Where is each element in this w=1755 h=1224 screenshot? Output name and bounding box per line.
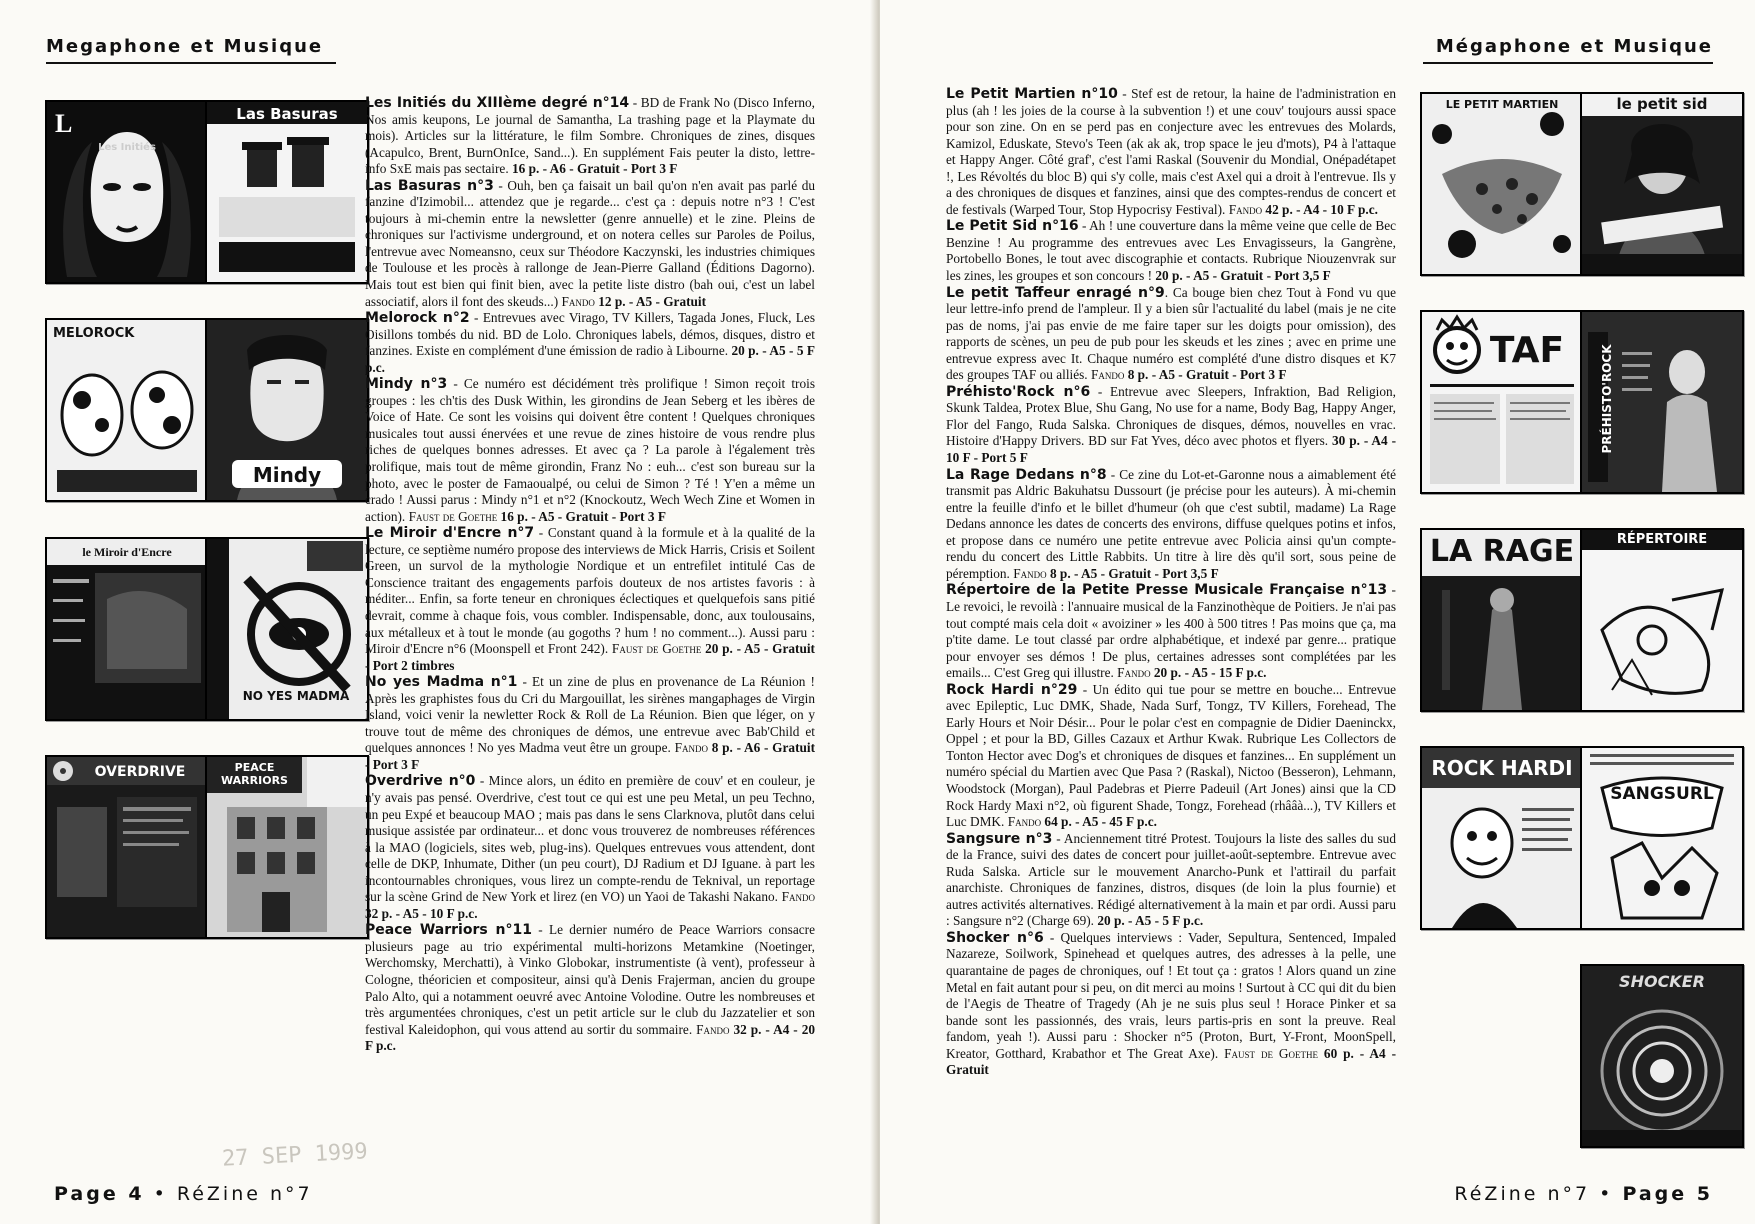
header-rule: [1423, 62, 1713, 64]
cover-title: SANGSURL: [1610, 784, 1714, 804]
review-title: Le Petit Sid n°16: [946, 218, 1079, 235]
cover-melorock: [45, 318, 209, 502]
cover-title: ROCK HARDI: [1431, 756, 1573, 780]
review-meta: 20 p. - A5 - 5 F p.c.: [1097, 913, 1204, 929]
review-text: - Constant quand à la formule et à la qualité de la lecture, ce septième numéro propose des interviews de Mick Harris, Crisis et Soilent Green, un survol de la mythologie Nordique et un entrefilet intitulé Cas de Conscience traitant des engagements parfois douteux de nos artistes favoris : à méditer... Enfin, sa forte teneur en chroniques éclectiques et quelquefois sans pitié devrait, comme à chaque fois, vous combler. Indispensable, donc, aux toulousains, aux métalleux et à tout le monde (au gogoths ? hum ! no comment...). Aussi paru : Miroir d'Encre n°6 (Moonspell et Front 242).: [365, 525, 815, 657]
review-entry: [365, 773, 815, 922]
review-entry: [946, 86, 1396, 218]
page-number: Page 4: [54, 1183, 145, 1205]
cover-title: LA RAGE: [1429, 534, 1575, 569]
cover-mindy: [205, 318, 369, 502]
review-meta: 16 p. - A5 - Gratuit - Port 3 F: [500, 508, 666, 524]
review-meta: 20 p. - A5 - Gratuit - Port 3,5 F: [1155, 268, 1331, 284]
page-4: [0, 0, 876, 1224]
singer-photo-icon: [1582, 94, 1742, 274]
skull-drawing-icon: [1582, 748, 1742, 928]
page-footer: [1454, 1183, 1713, 1205]
review-meta: 32 p. - A4 - 20 F p.c.: [365, 1021, 815, 1054]
cover-peace-warriors: [205, 755, 369, 939]
review-meta: 16 p. - A6 - Gratuit - Port 3 F: [511, 161, 678, 177]
cover-shocker: [1580, 964, 1744, 1148]
date-stamp: 27 SEP 1999: [221, 1139, 369, 1172]
cover-no-yes-madma: [205, 537, 369, 721]
review-meta: 12 p. - A5 - Gratuit: [598, 293, 707, 309]
vortex-drawing-icon: [1582, 966, 1742, 1146]
cover-title: RÉPERTOIRE: [1616, 532, 1708, 547]
review-title: Overdrive n°0: [365, 773, 476, 790]
review-title: Les Initiés du XIIIème degré n°14: [365, 95, 630, 111]
review-author: Fando: [1228, 201, 1263, 217]
issue-label: RéZine n°7: [176, 1183, 313, 1205]
reviews-column: [365, 95, 815, 1055]
section-header: Mégaphone et Musique: [1435, 36, 1713, 57]
review-entry: [946, 831, 1396, 930]
review-entry: [365, 525, 815, 674]
cover-title: SHOCKER: [1619, 972, 1705, 991]
review-text: - Stef est de retour, la haine de l'administration en plus (ah ! les joies de la course à la subvention !) et une couv' toujours aussi space pour son zine. On en se perd pas en conjecture avec les entrevues des Molards, Kamizol, Eduskate, Stevo's Teen (ak ak ak, trop space le jeu d'mots), P4 à l'attaque et Happy Anger. Côté graf', c'est l'ami Raskal (Souvenir du Mondial, Onépadétapet !, Les Révoltés du bloc B) qui s'y colle, mais c'est Axel qui a droit à l'entrevue. Ils y a des chroniques de disques et fanzines, ainsi que des comptes-rendus de concert et de festivals (Warped Tour, Stop Hypocrisy Festival).: [946, 86, 1396, 217]
cover-title: le Miroir d'Encre: [82, 545, 172, 559]
cover-repertoire: [1580, 528, 1744, 712]
review-entry: [946, 218, 1396, 284]
review-title: Mindy n°3: [365, 376, 448, 393]
issue-label: RéZine n°7: [1454, 1183, 1591, 1205]
review-author: Fando: [1013, 565, 1047, 581]
review-entry: [946, 582, 1396, 681]
cd-icon: [47, 757, 207, 937]
review-text: - Le dernier numéro de Peace Warriors consacre plusieurs page au trio expérimental multi-horizons Metamkine (Noetinger, Werchomsky, Merchatti), à Vinko Globokar, instrumentiste (à vent), professeur à Cologne, théoricien et compositeur, ainsi qu'à Denis Frajerman, ancien du groupe Palo Alto, qui a notamment oeuvré avec Antoine Volodine. Outre les nombreuses et très argumentées chroniques, c'est un petit article sur le club du Jazzatelier et son festival Kaleidophon, qui vous attend au sortir du sommaire.: [365, 922, 815, 1037]
cover-las-basuras: [205, 100, 369, 284]
trash-cans-icon: [207, 102, 367, 282]
review-entry: [946, 285, 1396, 384]
review-text: - Anciennement titré Protest. Toujours la liste des salles du sud de la France, suivi des dates de concert pour juillet-août-septembre. Entrevue avec Ruda Salska. Article sur le mouvement Anarcho-Punk et l'attirail du parfait anarchiste. Chroniques de fanzines, distros, disques (de loin la plus fournie) et autres activités alternatives. Rédigé alternativement à la main et par ordi. Aussi paru : Sangsure n°2 (Charge 69).: [946, 830, 1396, 929]
cover-overdrive: [45, 755, 209, 939]
review-meta: 20 p. - A5 - 15 F p.c.: [1153, 665, 1267, 681]
review-text: - BD de Frank No (Disco Inferno, Nos amis keupons, Le journal de Samantha, La trashing page et la Playmate du mois). Articles sur la littérature, le film Sombre. Chroniques de zines, disques (Acapulco, Brent, BurnOnIce, Sand...). En supplément Fais peuter la disto, lettre-info SxE mais pas sectaire.: [365, 95, 815, 177]
review-title: No yes Madma n°1: [365, 674, 518, 691]
cover-le-petit-martien: [1420, 92, 1584, 276]
review-title: Peace Warriors n°11: [365, 922, 532, 939]
cover-title: Les Initiés: [98, 142, 156, 153]
review-text: - Et un zine de plus en provenance de La Réunion ! Après les graphistes fous du Cri du Margouillat, les sirènes mangaphages de Virgin Island, voici venir la newletter Rock & Roll de La Réunion. Bien que léger, on y trouve tout de même des chroniques de démos, une entrevue avec Bab'Child et quelques annonces ! No yes Madma veut être un groupe.: [365, 674, 815, 756]
review-entry: [946, 930, 1396, 1079]
svg-text:L: L: [55, 109, 73, 138]
review-entry: [365, 674, 815, 773]
section-header: Megaphone et Musique: [46, 36, 324, 57]
review-title: Rock Hardi n°29: [946, 681, 1078, 698]
mirror-icon: [47, 539, 207, 719]
review-meta: 20 p. - A5 - Gratuit - Port 2 timbres: [365, 641, 815, 673]
cover-title: NO YES MADMA: [242, 689, 350, 703]
drawing-icon: [1582, 530, 1742, 710]
cover-title: MELOROCK: [53, 326, 135, 341]
review-title: Le Petit Martien n°10: [946, 86, 1118, 102]
review-meta: 32 p. - A5 - 10 F p.c.: [365, 905, 478, 921]
review-entry: [946, 384, 1396, 467]
review-title: Le Miroir d'Encre n°7: [365, 525, 535, 542]
review-text: - Entrevue avec Sleepers, Infraktion, Bad Religion, Skunk Taldea, Protex Blue, Shu Gang, No use for a name, Body Bag, Happy Anger, Flor del Fango, Ruda Salska. Chroniques de disques, démos, nouvelles en vrac. Histoire d'Happy Drivers. BD sur Fat Yves, déco avec photos et flyers.: [946, 383, 1397, 449]
review-text: - Le revoici, le revoilà : l'annuaire musical de la Fanzinothèque de Poitiers. Je n'ai pas tout compté mais cela doit « avoiziner » les 400 à 500 titres ! Pas moins que ça, ma p'tite dame. Le tout classé par ordre alphabétique, et indexé par genre... pratique pour envoyer ses démos ! De plus, certaines adresses sont complétées par les emails... C'est Greg qui illustre.: [946, 582, 1396, 681]
review-entry: [365, 376, 815, 525]
cover-title: TAF: [1489, 330, 1565, 371]
review-meta: 8 p. - A6 - Gratuit - Port 3 F: [365, 740, 816, 772]
review-author: Fando: [1090, 367, 1125, 383]
cover-prehisto-rock: [1580, 310, 1744, 494]
review-entry: [365, 178, 815, 310]
review-meta: 20 p. - A5 - 5 F p.c.: [365, 343, 816, 375]
review-author: Fando: [781, 889, 815, 905]
cover-title: PEACE WARRIORS: [221, 761, 288, 787]
review-meta: 8 p. - A5 - Gratuit - Port 3 F: [1127, 367, 1287, 383]
cover-miroir-encre: [45, 537, 209, 721]
cover-les-inities: [45, 100, 209, 284]
cover-title: OVERDRIVE: [94, 764, 186, 780]
cover-la-rage: [1420, 528, 1584, 712]
review-title: Melorock n°2: [365, 310, 470, 327]
review-entry: [365, 95, 815, 178]
cover-rock-hardi: [1420, 746, 1584, 930]
cover-title: le petit sid: [1616, 95, 1708, 113]
footer-separator: •: [153, 1183, 168, 1205]
review-author: Faust de Goethe: [611, 641, 702, 657]
review-text: - Ouh, ben ça faisait un bail qu'on n'en avait pas parlé du fanzine d'Izimobil... attendez que je regarde... c'est ça : depuis notre n°3 ! C'est toujours à mi-chemin entre la newsletter (genre annuelle) et le zine. Pleins de chroniques sur l'activisme underground, et on notera celles sur Paroles de Poilus, l'entrevue avec Nomeansno, ceux sur Théodore Kaczynski, les industries chimiques de Toulouse et les procès à rallonge de Jean-Pierre Galland (Éditions Dagorno). Mais tout est bien qui finit bien, avec la petite liste distro (bah oui, c'est un label associatif, alors il font des skeuds...): [365, 177, 815, 309]
cover-le-petit-sid: [1580, 92, 1744, 276]
page-5: [880, 0, 1755, 1224]
cover-title: PRÉHISTO'ROCK: [1600, 344, 1614, 454]
review-meta: 30 p. - A4 - 10 F - Port 5 F: [946, 433, 1396, 466]
crowd-drawing-icon: [1422, 94, 1582, 274]
cover-title: Mindy: [252, 463, 322, 487]
review-author: Fando: [561, 293, 595, 309]
page-number: Page 5: [1622, 1183, 1713, 1205]
review-entry: [946, 467, 1396, 583]
review-text: - Ce numéro est décidément très prolifique ! Simon reçoit trois groupes : les ch'tis des Dusk Within, les girondins de Jean Seberg et les ibères de Voice of Hate. Ce sont les voisins qui doivent être content ! Quelques chroniques musicales tout aussi énervées et une revue de zines histoire de vous rendre plus riches de quelques bonnes adresses. Et avec ça ? La parole à l'également très prolifique, mais tout de même girondin, Franz No : euh... c'est son bureau sur la photo, avec le poster de Famaoualpé, ou celui de Simon ? Té ! Y'en a même un crado ! Aussi parus : Mindy n°1 et n°2 (Knockoutz, Wech Wech Zine et Women in action).: [365, 376, 815, 524]
footer-separator: •: [1599, 1183, 1614, 1205]
review-title: Répertoire de la Petite Presse Musicale Française n°13: [946, 582, 1388, 599]
review-title: Shocker n°6: [946, 929, 1044, 946]
face-portrait-icon: [47, 102, 207, 282]
review-meta: 60 p. - A4 - Gratuit: [946, 1045, 1397, 1078]
review-text: - Ah ! une couverture dans la même veine que celle de Bec Benzine ! Au programme des entrevues avec Les Envagisseurs, la Gangrène, Portobello Bones, le tout avec discographie et contacts. Rubrique Niouzenvrak sur les zines, les groupes et son concours !: [946, 218, 1396, 284]
review-author: Fando: [674, 740, 708, 756]
page-footer: [54, 1183, 313, 1205]
review-author: Fando: [696, 1021, 730, 1037]
review-author: Fando: [1117, 665, 1151, 681]
review-author: Faust de Goethe: [1224, 1045, 1318, 1061]
review-meta: 64 p. - A5 - 45 F p.c.: [1044, 814, 1157, 830]
review-text: - Mince alors, un édito en première de couv' et en couleur, je n'y avais pas pensé. Overdrive, c'est tout ce qui est une peu Metal, un peu Techno, un peu Expé et beaucoup MAO ; mais pas dans le sens Clarknova, plutôt dans celui musique assistée par ordinateur... et donc vous trouverez de nombreuses références à la MAO (logiciels, sites web, plug-ins). Quelques entrevues vous attendent, dont celle de DKP, Inhumate, Dither (un peu court), DJ Radium et DJ Iguane. à part les incontournables chroniques, vous lirez un compte-rendu de Teknival, un reportage sur la scène Grind de New York et lirez (en VO) un Yaoi de Takashi Nakano.: [365, 773, 816, 905]
cover-title: LE PETIT MARTIEN: [1445, 98, 1559, 111]
review-title: Préhisto'Rock n°6: [946, 383, 1091, 400]
review-text: - Ce zine du Lot-et-Garonne nous a aimablement été transmit pas Aldric Bakuhatsu Dussourt (je précise pour les auteurs). À mi-chemin entre la feuille d'info et le billet d'humeur (oh que c'est subtil, madame) La Rage Dedans annonce les dates de concerts des environs, diffuse quelques potins et infos, et propose dans ce numéro une petite entrevue avec Policia ainsi qu'un compte-rendu du concert des Little Rabbits. Un titre à lire dès qu'il sort, sous peine de péremption.: [946, 466, 1397, 581]
review-author: Faust de Goethe: [408, 508, 498, 524]
review-meta: 42 p. - A4 - 10 F p.c.: [1265, 201, 1378, 217]
cover-taf: [1420, 310, 1584, 494]
header-rule: [46, 62, 336, 64]
review-author: Fando: [1007, 814, 1042, 830]
review-title: Sangsure n°3: [946, 830, 1053, 847]
review-text: - Quelques interviews : Vader, Sepultura, Sentenced, Impaled Nazareze, Soilwork, Spinehead et quelques autres, des adresses à la pelle, une quarantaine de pages de chroniques, ouf ! Et tout ça : gratos ! Alors quand un zine Metal en fait autant pour si peu, on dit merci au moins ! Surtout à CC qui dit du bien de l'Aegis de Theatre of Tragedy (Ah je ne suis plus seul ! Horace Pinker et sa bande sont les passionnés, des vrais, leurs partis-pris en sont la preuve. Real fandom, yeah !). Aussi paru : Shocker n°5 (Proton, Burt, Y-Front, MoonSpell, Kreator, Gotthard, Krabathor et The Great Axe).: [946, 929, 1397, 1061]
review-title: Le petit Taffeur enragé n°9: [946, 284, 1165, 301]
cover-title: Las Basuras: [236, 105, 338, 123]
review-entry: [365, 310, 815, 376]
review-text: . Ca bouge bien chez Tout à Fond vu que leur lettre-info prend de l'ampleur. Il y a bien sûr l'actualité du label (mais je ne cite pas de noms, j'ai pas envie de me faire taper sur les doigts pour omission), des rapports de scènes, un peu de pub pour les skeuds et les zines ; avec en prime une entrevue express avec It. Chaque numéro est complété d'une distro disques et K7 des groupes TAF ou alliés.: [946, 284, 1397, 383]
review-entry: [365, 922, 815, 1054]
reviews-column: [946, 86, 1396, 1079]
cows-icon: [47, 320, 207, 500]
review-title: La Rage Dedans n°8: [946, 466, 1107, 483]
review-title: Las Basuras n°3: [365, 177, 494, 194]
review-meta: 8 p. - A5 - Gratuit - Port 3,5 F: [1049, 565, 1219, 581]
review-text: - Entrevues avec Virago, TV Killers, Tagada Jones, Fluck, Les Oisillons tombés du nid. BD de Lolo. Chroniques labels, démos, disques, distro et fanzines. Existe en complément d'une émission de radio à Libourne.: [365, 310, 815, 359]
review-text: - Un édito qui tue pour se mettre en bouche... Entrevue avec Epileptic, Luc DMK, Shade, Nada Surf, Tongz, TV Killers, Forehead, The Early Hours et Noir Désir... Pour le polar c'est en compagnie de Didier Daeninckx, Oppel ; et pour la BD, Gilles Cazaux et Arthur Kwak. Rubrique Les Collectors de Tonton Hector avec Dog's et chroniques de disques et fanzines... En supplément un numéro spécial du Martien avec Que Pasa ? (Raskal), Nictoo (Besseron), Lehmann, Woodstock (Morgan), Paul Padebras et Pierre Padeuil (Art Jones) ainsi que la CD Rock Hardy Maxi n°2, où figurent Shade, Tongz, Forehead (rhââà...), TV Killers et Luc DMK.: [946, 681, 1396, 830]
cover-sangsure: [1580, 746, 1744, 930]
review-entry: [946, 682, 1396, 831]
